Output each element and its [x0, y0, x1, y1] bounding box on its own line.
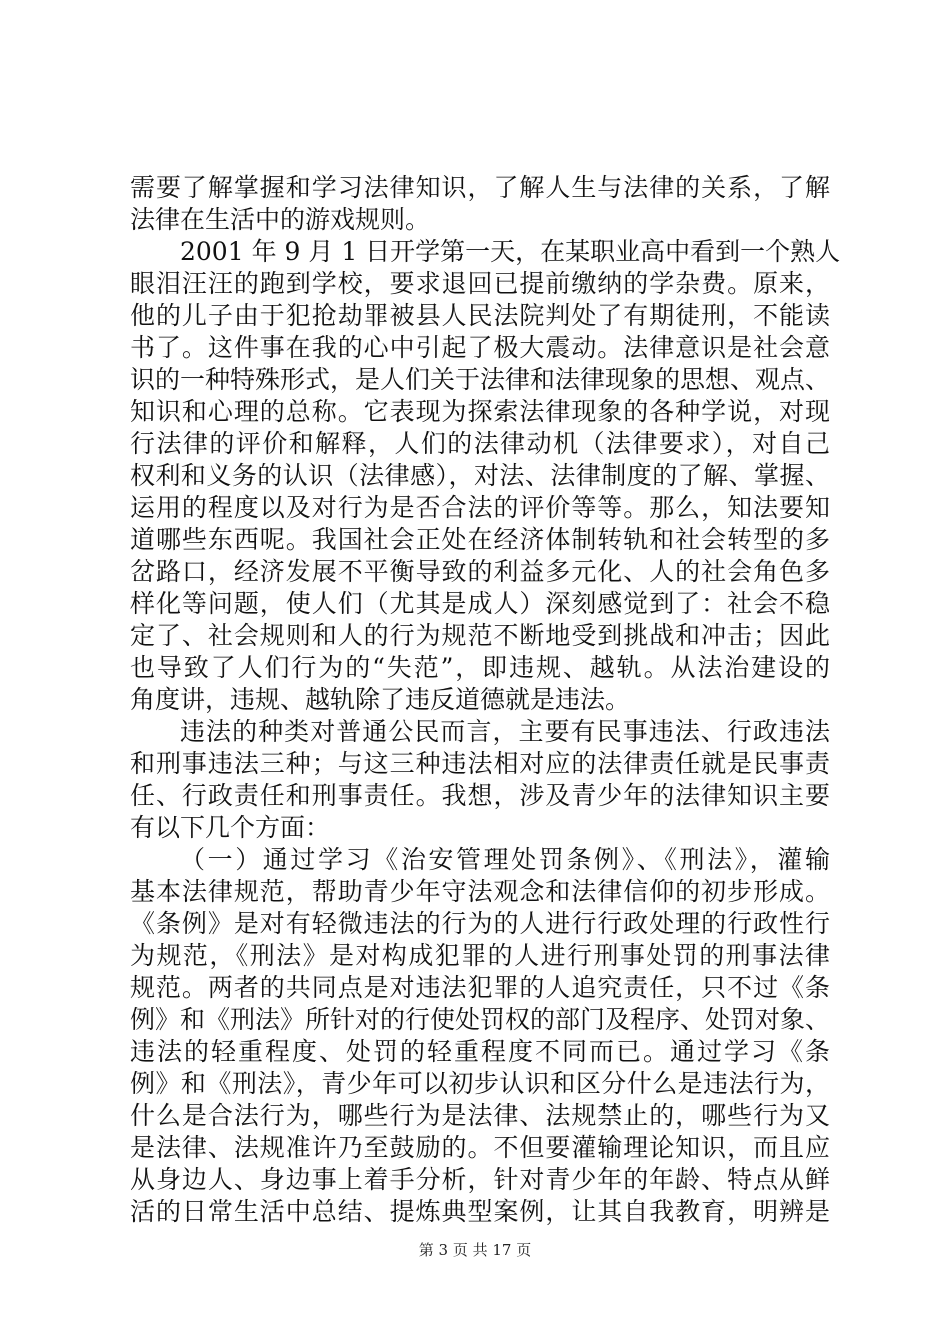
text-line: 有以下几个方面： [130, 813, 331, 842]
text-line: 基本法律规范，帮助青少年守法观念和法律信仰的初步形成。 [130, 877, 830, 906]
text-line: 什么是合法行为，哪些行为是法律、法规禁止的，哪些行为又 [130, 1101, 830, 1130]
text-line: 法律在生活中的游戏规则。 [130, 205, 431, 234]
text-line: 识的一种特殊形式，是人们关于法律和法律现象的思想、观点、 [130, 365, 831, 394]
text-line: 角度讲，违规、越轨除了违反道德就是违法。 [130, 685, 631, 714]
text-line: 违法的轻重程度、处罚的轻重程度不同而已。通过学习《条 [130, 1037, 830, 1066]
text-line: 样化等问题，使人们（尤其是成人）深刻感觉到了：社会不稳 [130, 589, 830, 618]
text-line: 和刑事违法三种；与这三种违法相对应的法律责任就是民事责 [130, 749, 830, 778]
text-line: 需要了解掌握和学习法律知识，了解人生与法律的关系，了解 [130, 173, 830, 202]
text-line: 规范。两者的共同点是对违法犯罪的人追究责任，只不过《条 [130, 973, 830, 1002]
text-line: 行法律的评价和解释，人们的法律动机（法律要求），对自己 [130, 429, 830, 458]
text-line: 道哪些东西呢。我国社会正处在经济体制转轨和社会转型的多 [130, 525, 830, 554]
text-line: 定了、社会规则和人的行为规范不断地受到挑战和冲击；因此 [130, 621, 830, 650]
text-line: 眼泪汪汪的跑到学校，要求退回已提前缴纳的学杂费。原来， [130, 269, 830, 298]
text-line: 例》和《刑法》所针对的行使处罚权的部门及程序、处罚对象、 [130, 1005, 831, 1034]
body-text [130, 172, 841, 1228]
text-line: 权利和义务的认识（法律感），对法、法律制度的了解、掌握、 [130, 461, 830, 490]
text-line: 例》和《刑法》，青少年可以初步认识和区分什么是违法行为， [130, 1069, 830, 1098]
text-line: 是法律、法规准许乃至鼓励的。不但要灌输理论知识，而且应 [130, 1133, 830, 1162]
text-line: 知识和心理的总称。它表现为探索法律现象的各种学说，对现 [130, 397, 830, 426]
paragraph-first-line: （一）通过学习《治安管理处罚条例》、《刑法》，灌输 [180, 845, 830, 874]
text-line: 活的日常生活中总结、提炼典型案例，让其自我教育，明辨是 [130, 1197, 830, 1226]
paragraph-first-line: 2001 年 9 月 1 日开学第一天，在某职业高中看到一个熟人 [180, 237, 841, 266]
text-line: 也导致了人们行为的“失范”，即违规、越轨。从法治建设的 [130, 653, 830, 682]
text-line: 他的儿子由于犯抢劫罪被县人民法院判处了有期徒刑，不能读 [130, 301, 830, 330]
page-number-footer: 第 3 页 共 17 页 [418, 1241, 532, 1259]
text-line: 《条例》是对有轻微违法的行为的人进行行政处理的行政性行 [130, 909, 830, 938]
text-line: 为规范，《刑法》是对构成犯罪的人进行刑事处罚的刑事法律 [130, 941, 830, 970]
text-line: 任、行政责任和刑事责任。我想，涉及青少年的法律知识主要 [130, 781, 830, 810]
text-line: 岔路口，经济发展不平衡导致的利益多元化、人的社会角色多 [130, 557, 830, 586]
text-line: 运用的程度以及对行为是否合法的评价等等。那么，知法要知 [130, 493, 830, 522]
text-line: 从身边人、身边事上着手分析，针对青少年的年龄、特点从鲜 [130, 1165, 830, 1194]
text-line: 书了。这件事在我的心中引起了极大震动。法律意识是社会意 [130, 333, 830, 362]
paragraph-first-line: 违法的种类对普通公民而言，主要有民事违法、行政违法 [180, 717, 830, 746]
